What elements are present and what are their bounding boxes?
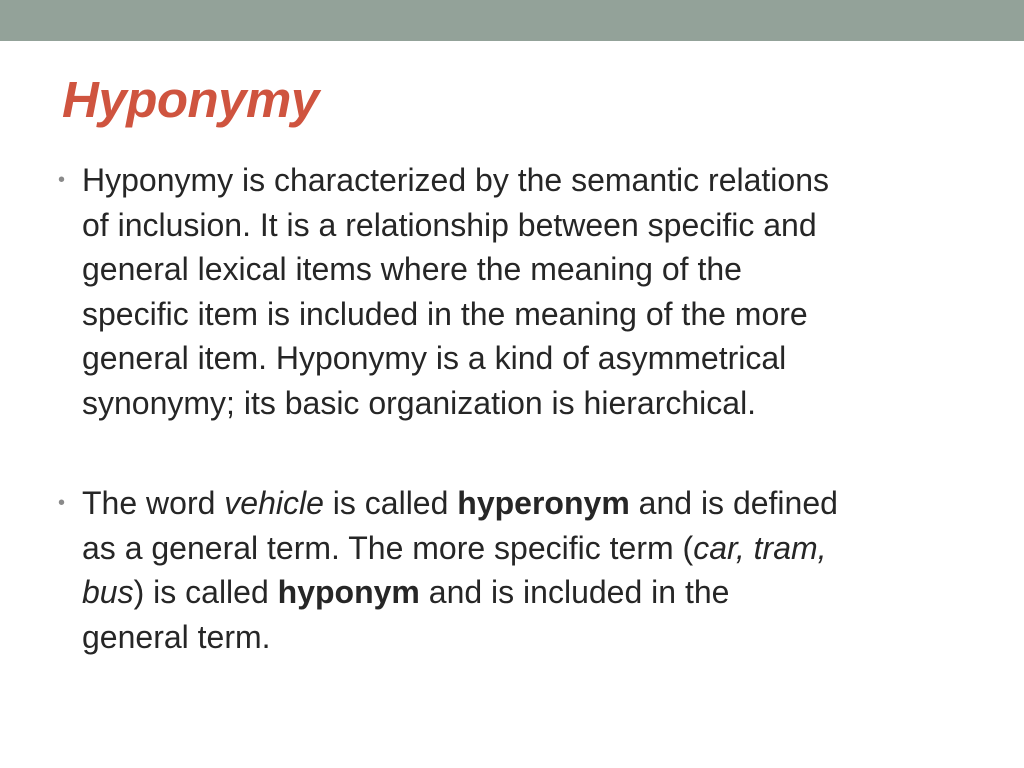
italic-term-vehicle: vehicle <box>224 485 324 521</box>
bullet-1-line-1: Hyponymy is characterized by the semantic relations <box>82 162 829 198</box>
bullet-1-line-6: synonymy; its basic organization is hierarchical. <box>82 384 757 421</box>
bullet-point-1 <box>58 158 982 425</box>
bullet-marker-1: • <box>58 169 66 191</box>
bullet-1-line-3: general lexical items where the meaning of the <box>82 251 742 287</box>
bullet-1-line-5: general item. Hyponymy is a kind of asymmetrical <box>82 340 787 376</box>
bullet-2-line-2 <box>82 526 982 571</box>
bullet-point-2 <box>58 481 982 659</box>
text-segment: as a general term. The more specific term ( <box>82 529 694 566</box>
bold-term-hyperonym: hyperonym <box>457 485 630 521</box>
slide-top-bar <box>0 0 1024 41</box>
italic-examples: car, tram, <box>693 529 827 566</box>
bullet-2-line-1 <box>82 481 982 526</box>
bullet-2-line-4: general term. <box>82 618 271 655</box>
text-segment: and is defined <box>629 485 838 521</box>
text-segment: The word <box>82 485 225 521</box>
bullet-1-line-4: specific item is included in the meaning of the more <box>82 295 808 332</box>
bullet-1-line-2: of inclusion. It is a relationship between specific and <box>82 206 817 243</box>
bold-term-hyponym: hyponym <box>277 574 420 610</box>
text-segment: is called <box>323 485 458 521</box>
bullet-marker-2: • <box>58 492 66 514</box>
italic-example-bus: bus <box>82 574 134 610</box>
slide-title: Hyponymy <box>62 71 319 128</box>
text-segment: and is included in the <box>419 574 730 610</box>
text-segment: ) is called <box>133 574 278 610</box>
bullet-2-line-3 <box>82 570 982 615</box>
